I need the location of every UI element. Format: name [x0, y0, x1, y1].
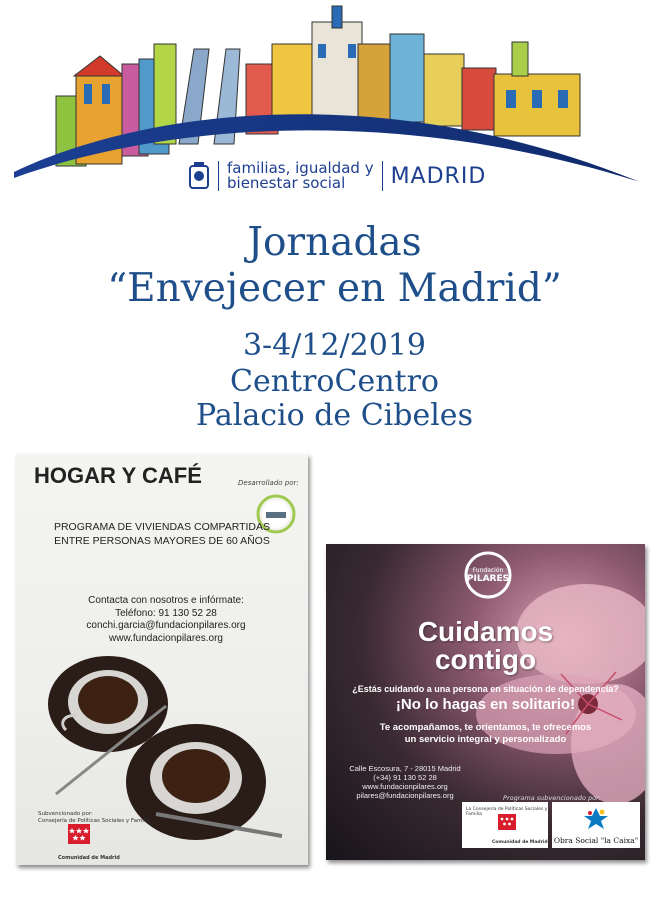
contact-phone: (+34) 91 130 52 28	[373, 773, 437, 782]
consejeria-text: La Consejería de Políticas Sociales y Familia	[466, 807, 548, 817]
tagline-line1: familias, igualdad y	[227, 159, 374, 177]
cm-caption: Comunidad de Madrid	[58, 855, 120, 861]
developed-by-label: Desarrollado por:	[238, 479, 299, 487]
obra-social-la-caixa-logo-box	[552, 802, 640, 848]
department-tagline	[227, 161, 374, 191]
program-line1: PROGRAMA DE VIVIENDAS COMPARTIDAS	[53, 521, 271, 533]
logo-separator	[382, 161, 383, 191]
subsidy-line2: Consejería de Políticas Sociales y Familia	[38, 818, 151, 824]
contact-phone: Teléfono: 91 130 52 28	[115, 607, 217, 619]
offer-line1: Te acompañamos, te orientamos, te ofrecemos	[379, 722, 592, 733]
offer-line2: un servicio integral y personalizado	[404, 734, 567, 745]
cm-caption: Comunidad de Madrid	[492, 840, 548, 845]
la-caixa-star-icon	[582, 806, 610, 830]
cuidamos-contigo-poster	[326, 544, 645, 860]
contact-web: www.fundacionpilares.org	[362, 782, 448, 791]
subsidy-note	[38, 811, 150, 825]
subsidized-by-label: Programa subvencionado por:	[503, 794, 601, 802]
contact-email: conchi.garcia@fundacionpilares.org	[86, 620, 246, 631]
tagline-line2: bienestar social	[227, 174, 346, 192]
caixa-caption: Obra Social "la Caixa"	[553, 836, 639, 845]
headline	[326, 618, 645, 674]
event-venue2: Palacio de Cibeles	[196, 398, 473, 433]
contact-block	[346, 764, 464, 800]
event-title-line2: “Envejecer en Madrid”	[107, 266, 562, 311]
ayuntamiento-logo-row	[188, 160, 486, 192]
comunidad-de-madrid-logo	[498, 814, 516, 838]
city-name: MADRID	[390, 163, 487, 189]
question-text: ¿Estás cuidando a una persona en situación de dependencia?	[352, 684, 619, 694]
headline-line2: contigo	[434, 644, 537, 675]
event-title-line1: Jornadas	[247, 220, 422, 265]
poster-title: HOGAR Y CAFÉ	[34, 463, 202, 488]
headline-line1: Cuidamos	[417, 616, 554, 647]
event-venue1: CentroCentro	[230, 364, 439, 399]
event-date: 3-4/12/2019	[242, 328, 427, 363]
svg-text:PILARES: PILARES	[466, 574, 510, 584]
contact-intro: Contacta con nosotros e infórmate:	[88, 595, 244, 606]
contact-web: www.fundacionpilares.org	[109, 632, 223, 644]
coffee-cups-photo	[16, 644, 308, 865]
svg-text:Fundación: Fundación	[472, 567, 504, 574]
contact-block	[16, 595, 308, 645]
offer-text	[326, 722, 645, 746]
contact-address: Calle Escosura, 7 - 28015 Madrid	[349, 764, 461, 773]
hogar-y-cafe-poster	[16, 454, 308, 865]
logo-separator	[218, 161, 219, 191]
comunidad-de-madrid-logo	[68, 824, 90, 854]
slogan-text: ¡No lo hagas en solitario!	[395, 696, 576, 713]
consejeria-logo-box	[462, 802, 548, 848]
fundacion-pilares-logo	[454, 550, 522, 600]
program-description	[16, 520, 308, 548]
subsidy-line1: Subvencionado por:	[38, 811, 93, 817]
madrid-bear-crest-icon	[188, 162, 210, 190]
program-line2: ENTRE PERSONAS MAYORES DE 60 AÑOS	[54, 535, 270, 547]
contact-email: pilares@fundacionpilares.org	[356, 791, 454, 800]
